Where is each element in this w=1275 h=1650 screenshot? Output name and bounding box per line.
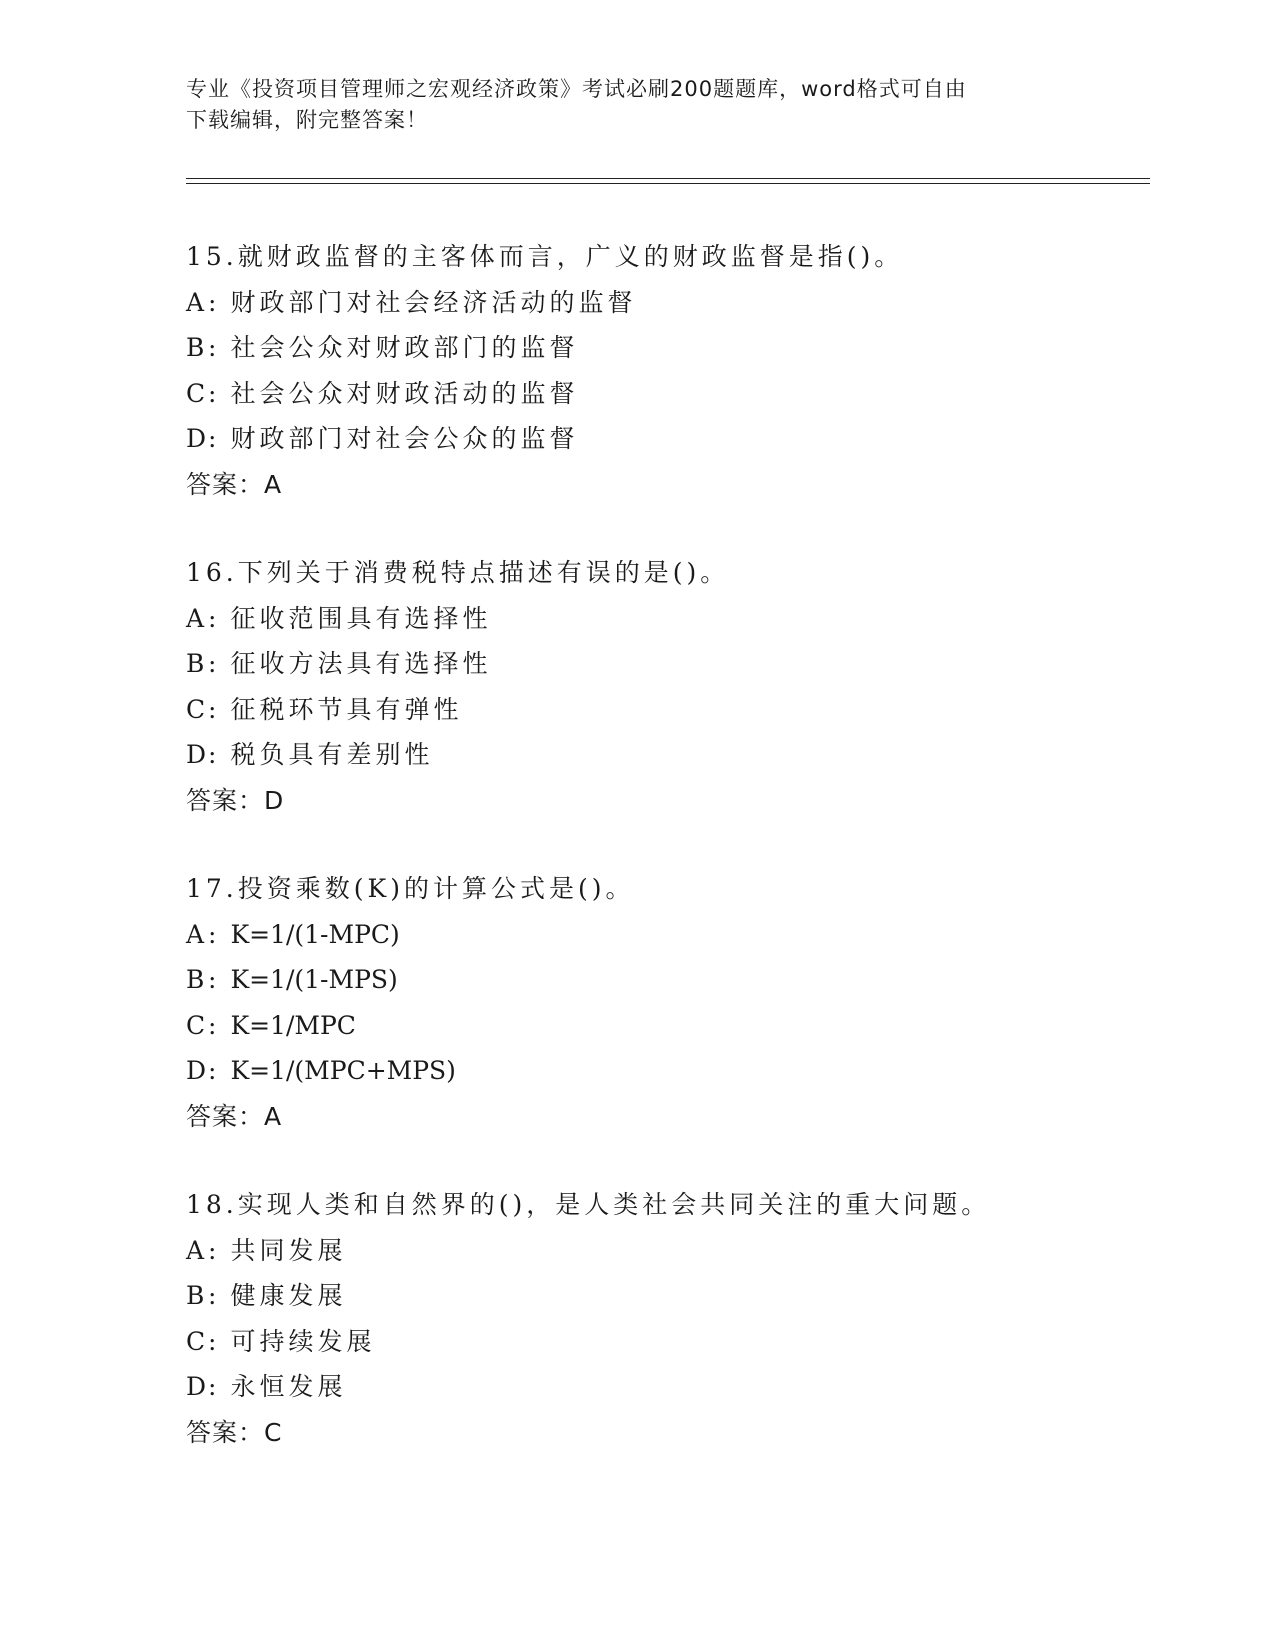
option-text: 税负具有差别性 bbox=[230, 740, 434, 769]
option-a: A : 财政部门对社会经济活动的监督 bbox=[186, 280, 1146, 326]
option-b: B : K=1/(1-MPS) bbox=[186, 957, 1146, 1003]
option-text: 共同发展 bbox=[230, 1235, 347, 1265]
option-letter: A bbox=[186, 287, 205, 317]
answer-value: A bbox=[264, 1101, 283, 1131]
option-c: C : 可持续发展 bbox=[186, 1319, 1146, 1365]
answer-line bbox=[186, 462, 1146, 508]
option-text: 可持续发展 bbox=[230, 1326, 376, 1356]
option-c: C : K=1/MPC bbox=[186, 1003, 1146, 1049]
answer-line bbox=[186, 1410, 1146, 1456]
option-a: A : 共同发展 bbox=[186, 1228, 1146, 1274]
answer-label: 答案： bbox=[186, 1417, 265, 1447]
answer-label: 答案： bbox=[186, 785, 265, 815]
answer-value: D bbox=[264, 785, 285, 815]
option-text: 征税环节具有弹性 bbox=[230, 694, 463, 724]
option-a: A : 征收范围具有选择性 bbox=[186, 596, 1146, 642]
option-letter: A bbox=[186, 919, 205, 949]
option-letter: B bbox=[186, 333, 205, 362]
option-text: 财政部门对社会公众的监督 bbox=[230, 424, 579, 453]
option-d: D: 财政部门对社会公众的监督 bbox=[186, 416, 1146, 462]
option-b: B : 健康发展 bbox=[186, 1273, 1146, 1319]
option-d: D: 永恒发展 bbox=[186, 1364, 1146, 1410]
option-letter: D bbox=[186, 1056, 207, 1085]
answer-line bbox=[186, 778, 1146, 824]
question-list bbox=[186, 234, 1146, 1498]
option-letter: C bbox=[186, 378, 206, 408]
header-line-2: 下载编辑，附完整答案！ bbox=[186, 108, 428, 132]
option-text: 健康发展 bbox=[230, 1281, 347, 1310]
option-letter: B bbox=[186, 965, 205, 994]
option-text: 社会公众对财政部门的监督 bbox=[230, 333, 579, 362]
question-stem: 17.投资乘数(K)的计算公式是()。 bbox=[186, 874, 635, 903]
question-stem: 15.就财政监督的主客体而言，广义的财政监督是指()。 bbox=[186, 242, 904, 271]
option-text: 征收方法具有选择性 bbox=[230, 649, 492, 678]
answer-value: A bbox=[264, 469, 283, 499]
option-text: 永恒发展 bbox=[230, 1372, 347, 1401]
option-letter: C bbox=[186, 1326, 206, 1356]
option-d: D: K=1/(MPC+MPS) bbox=[186, 1048, 1146, 1094]
option-letter: C bbox=[186, 694, 206, 724]
header-divider-bottom bbox=[186, 183, 1150, 184]
option-text: K=1/(MPC+MPS) bbox=[230, 1056, 456, 1085]
answer-label: 答案： bbox=[186, 1101, 265, 1131]
answer-label: 答案： bbox=[186, 469, 265, 499]
option-c: C : 社会公众对财政活动的监督 bbox=[186, 371, 1146, 417]
option-c: C : 征税环节具有弹性 bbox=[186, 687, 1146, 733]
question-16 bbox=[186, 550, 1146, 823]
answer-line bbox=[186, 1094, 1146, 1140]
option-text: K=1/MPC bbox=[230, 1010, 356, 1040]
question-stem: 16.下列关于消费税特点描述有误的是()。 bbox=[186, 558, 730, 587]
option-letter: A bbox=[186, 603, 205, 633]
option-letter: A bbox=[186, 1235, 205, 1265]
option-b: B : 征收方法具有选择性 bbox=[186, 641, 1146, 687]
option-text: 社会公众对财政活动的监督 bbox=[230, 378, 579, 408]
option-letter: D bbox=[186, 1372, 207, 1401]
option-letter: D bbox=[186, 740, 207, 769]
option-letter: C bbox=[186, 1010, 206, 1040]
question-stem: 18.实现人类和自然界的()，是人类社会共同关注的重大问题。 bbox=[186, 1190, 991, 1219]
answer-value: C bbox=[264, 1417, 283, 1447]
option-letter: D bbox=[186, 424, 207, 453]
option-letter: B bbox=[186, 649, 205, 678]
option-text: 财政部门对社会经济活动的监督 bbox=[230, 287, 637, 317]
option-d: D: 税负具有差别性 bbox=[186, 732, 1146, 778]
header-line-1: 专业《投资项目管理师之宏观经济政策》考试必刷200题题库，word格式可自由 bbox=[186, 77, 967, 101]
option-text: 征收范围具有选择性 bbox=[230, 603, 492, 633]
document-header bbox=[186, 74, 1086, 136]
option-b: B : 社会公众对财政部门的监督 bbox=[186, 325, 1146, 371]
header-divider-top bbox=[186, 178, 1150, 179]
option-a: A : K=1/(1-MPC) bbox=[186, 912, 1146, 958]
question-17 bbox=[186, 866, 1146, 1139]
option-letter: B bbox=[186, 1281, 205, 1310]
question-18 bbox=[186, 1182, 1146, 1455]
option-text: K=1/(1-MPS) bbox=[230, 965, 398, 994]
question-15 bbox=[186, 234, 1146, 507]
option-text: K=1/(1-MPC) bbox=[230, 919, 400, 949]
